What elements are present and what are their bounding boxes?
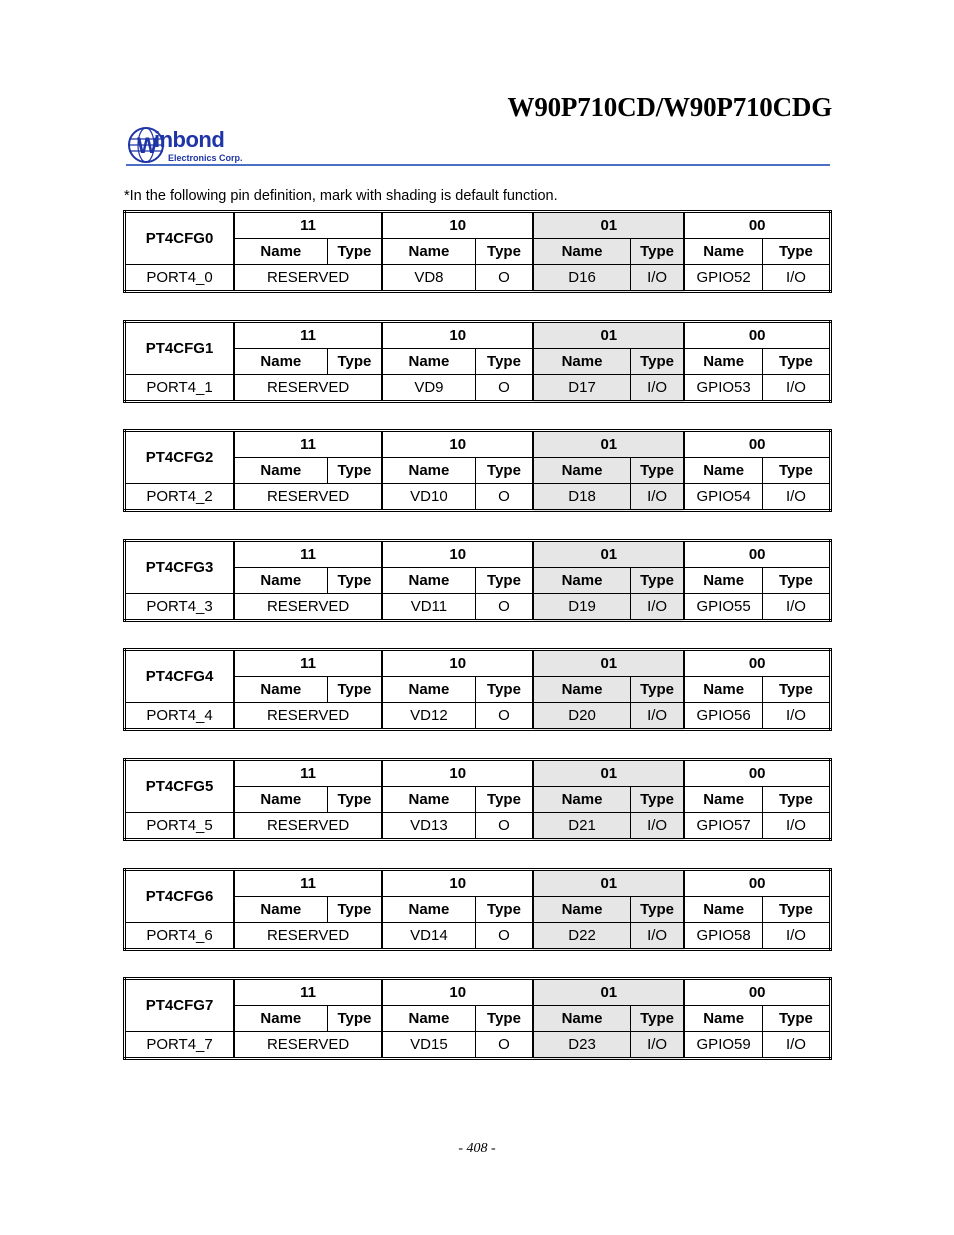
type-column-header: Type bbox=[475, 677, 533, 703]
winbond-logo bbox=[127, 126, 267, 166]
function-name-cell: GPIO56 bbox=[684, 703, 762, 730]
bit-value-header: 01 bbox=[533, 650, 684, 677]
function-name-cell: D19 bbox=[533, 594, 630, 621]
name-column-header: Name bbox=[684, 568, 762, 594]
type-column-header: Type bbox=[327, 897, 382, 923]
function-name-cell: D18 bbox=[533, 484, 630, 511]
function-name-cell: VD12 bbox=[382, 703, 475, 730]
pin-config-table bbox=[123, 210, 832, 293]
function-type-cell: I/O bbox=[762, 375, 830, 402]
logo-wordmark: inbond bbox=[154, 127, 225, 152]
bit-value-header: 10 bbox=[382, 650, 533, 677]
type-column-header: Type bbox=[327, 787, 382, 813]
bit-value-header: 00 bbox=[684, 541, 830, 568]
type-column-header: Type bbox=[475, 458, 533, 484]
type-column-header: Type bbox=[475, 239, 533, 265]
pin-config-table bbox=[123, 539, 832, 622]
function-name-cell: GPIO54 bbox=[684, 484, 762, 511]
name-column-header: Name bbox=[382, 349, 475, 375]
bit-value-header: 11 bbox=[234, 979, 382, 1006]
port-name: PORT4_6 bbox=[125, 923, 235, 950]
name-column-header: Name bbox=[382, 897, 475, 923]
type-column-header: Type bbox=[327, 568, 382, 594]
function-name-cell: GPIO58 bbox=[684, 923, 762, 950]
logo-subtitle: Electronics Corp. bbox=[168, 153, 243, 163]
bit-value-header: 01 bbox=[533, 870, 684, 897]
register-name: PT4CFG6 bbox=[125, 870, 235, 923]
shading-note: *In the following pin definition, mark with shading is default function. bbox=[124, 188, 558, 204]
register-name: PT4CFG2 bbox=[125, 431, 235, 484]
pin-config-table bbox=[123, 320, 832, 403]
type-column-header: Type bbox=[762, 787, 830, 813]
bit-value-header: 10 bbox=[382, 870, 533, 897]
bit-value-header: 00 bbox=[684, 979, 830, 1006]
pin-config-table bbox=[123, 868, 832, 951]
function-name-cell: GPIO52 bbox=[684, 265, 762, 292]
name-column-header: Name bbox=[684, 677, 762, 703]
pin-config-table bbox=[123, 648, 832, 731]
register-name: PT4CFG0 bbox=[125, 212, 235, 265]
type-column-header: Type bbox=[762, 1006, 830, 1032]
function-type-cell: O bbox=[475, 923, 533, 950]
bit-value-header: 01 bbox=[533, 431, 684, 458]
bit-value-header: 00 bbox=[684, 322, 830, 349]
function-type-cell: I/O bbox=[762, 703, 830, 730]
port-name: PORT4_7 bbox=[125, 1032, 235, 1059]
name-column-header: Name bbox=[684, 349, 762, 375]
type-column-header: Type bbox=[630, 458, 684, 484]
function-name-cell: VD8 bbox=[382, 265, 475, 292]
function-type-cell: I/O bbox=[630, 594, 684, 621]
bit-value-header: 10 bbox=[382, 212, 533, 239]
type-column-header: Type bbox=[327, 458, 382, 484]
function-name-cell: GPIO55 bbox=[684, 594, 762, 621]
register-name: PT4CFG1 bbox=[125, 322, 235, 375]
function-name-cell: GPIO59 bbox=[684, 1032, 762, 1059]
function-name-cell: RESERVED bbox=[234, 813, 382, 840]
function-type-cell: I/O bbox=[762, 1032, 830, 1059]
type-column-header: Type bbox=[630, 677, 684, 703]
name-column-header: Name bbox=[234, 677, 327, 703]
name-column-header: Name bbox=[533, 349, 630, 375]
bit-value-header: 00 bbox=[684, 431, 830, 458]
bit-value-header: 00 bbox=[684, 870, 830, 897]
name-column-header: Name bbox=[684, 239, 762, 265]
name-column-header: Name bbox=[382, 1006, 475, 1032]
port-name: PORT4_1 bbox=[125, 375, 235, 402]
function-type-cell: I/O bbox=[630, 484, 684, 511]
bit-value-header: 11 bbox=[234, 760, 382, 787]
function-name-cell: VD14 bbox=[382, 923, 475, 950]
bit-value-header: 00 bbox=[684, 760, 830, 787]
type-column-header: Type bbox=[475, 1006, 533, 1032]
function-name-cell: VD9 bbox=[382, 375, 475, 402]
bit-value-header: 11 bbox=[234, 650, 382, 677]
type-column-header: Type bbox=[630, 568, 684, 594]
port-name: PORT4_3 bbox=[125, 594, 235, 621]
function-name-cell: VD15 bbox=[382, 1032, 475, 1059]
name-column-header: Name bbox=[382, 458, 475, 484]
header-rule bbox=[126, 164, 830, 166]
function-type-cell: I/O bbox=[762, 265, 830, 292]
name-column-header: Name bbox=[533, 677, 630, 703]
bit-value-header: 01 bbox=[533, 541, 684, 568]
port-name: PORT4_2 bbox=[125, 484, 235, 511]
type-column-header: Type bbox=[630, 897, 684, 923]
function-type-cell: O bbox=[475, 703, 533, 730]
function-name-cell: RESERVED bbox=[234, 265, 382, 292]
type-column-header: Type bbox=[762, 239, 830, 265]
register-name: PT4CFG3 bbox=[125, 541, 235, 594]
function-type-cell: I/O bbox=[630, 703, 684, 730]
type-column-header: Type bbox=[762, 897, 830, 923]
bit-value-header: 10 bbox=[382, 979, 533, 1006]
type-column-header: Type bbox=[630, 787, 684, 813]
name-column-header: Name bbox=[234, 349, 327, 375]
type-column-header: Type bbox=[327, 1006, 382, 1032]
function-type-cell: O bbox=[475, 1032, 533, 1059]
name-column-header: Name bbox=[684, 897, 762, 923]
function-name-cell: D21 bbox=[533, 813, 630, 840]
name-column-header: Name bbox=[234, 239, 327, 265]
type-column-header: Type bbox=[475, 349, 533, 375]
pin-config-table bbox=[123, 429, 832, 512]
svg-text:W: W bbox=[137, 133, 158, 158]
pin-config-table bbox=[123, 758, 832, 841]
function-type-cell: I/O bbox=[630, 1032, 684, 1059]
name-column-header: Name bbox=[684, 787, 762, 813]
name-column-header: Name bbox=[382, 568, 475, 594]
bit-value-header: 11 bbox=[234, 870, 382, 897]
type-column-header: Type bbox=[475, 568, 533, 594]
function-type-cell: O bbox=[475, 375, 533, 402]
name-column-header: Name bbox=[234, 568, 327, 594]
bit-value-header: 11 bbox=[234, 541, 382, 568]
type-column-header: Type bbox=[762, 568, 830, 594]
function-type-cell: I/O bbox=[762, 594, 830, 621]
register-name: PT4CFG7 bbox=[125, 979, 235, 1032]
bit-value-header: 10 bbox=[382, 541, 533, 568]
name-column-header: Name bbox=[533, 239, 630, 265]
bit-value-header: 01 bbox=[533, 322, 684, 349]
function-name-cell: D20 bbox=[533, 703, 630, 730]
name-column-header: Name bbox=[234, 787, 327, 813]
bit-value-header: 11 bbox=[234, 212, 382, 239]
type-column-header: Type bbox=[630, 239, 684, 265]
name-column-header: Name bbox=[533, 568, 630, 594]
port-name: PORT4_5 bbox=[125, 813, 235, 840]
bit-value-header: 10 bbox=[382, 431, 533, 458]
register-name: PT4CFG5 bbox=[125, 760, 235, 813]
function-name-cell: RESERVED bbox=[234, 703, 382, 730]
function-type-cell: I/O bbox=[630, 375, 684, 402]
function-type-cell: O bbox=[475, 265, 533, 292]
function-type-cell: O bbox=[475, 594, 533, 621]
function-name-cell: D17 bbox=[533, 375, 630, 402]
function-name-cell: RESERVED bbox=[234, 375, 382, 402]
type-column-header: Type bbox=[475, 787, 533, 813]
function-name-cell: D22 bbox=[533, 923, 630, 950]
name-column-header: Name bbox=[533, 897, 630, 923]
name-column-header: Name bbox=[382, 239, 475, 265]
bit-value-header: 11 bbox=[234, 322, 382, 349]
name-column-header: Name bbox=[234, 458, 327, 484]
name-column-header: Name bbox=[234, 1006, 327, 1032]
function-type-cell: I/O bbox=[630, 265, 684, 292]
function-name-cell: GPIO57 bbox=[684, 813, 762, 840]
name-column-header: Name bbox=[382, 677, 475, 703]
port-name: PORT4_0 bbox=[125, 265, 235, 292]
function-name-cell: RESERVED bbox=[234, 484, 382, 511]
name-column-header: Name bbox=[684, 458, 762, 484]
name-column-header: Name bbox=[533, 787, 630, 813]
bit-value-header: 01 bbox=[533, 979, 684, 1006]
function-type-cell: I/O bbox=[630, 923, 684, 950]
function-name-cell: RESERVED bbox=[234, 923, 382, 950]
type-column-header: Type bbox=[762, 677, 830, 703]
pin-config-table bbox=[123, 977, 832, 1060]
function-name-cell: VD13 bbox=[382, 813, 475, 840]
type-column-header: Type bbox=[630, 1006, 684, 1032]
type-column-header: Type bbox=[630, 349, 684, 375]
type-column-header: Type bbox=[475, 897, 533, 923]
type-column-header: Type bbox=[327, 677, 382, 703]
bit-value-header: 01 bbox=[533, 760, 684, 787]
register-name: PT4CFG4 bbox=[125, 650, 235, 703]
function-name-cell: RESERVED bbox=[234, 594, 382, 621]
bit-value-header: 10 bbox=[382, 760, 533, 787]
function-name-cell: VD10 bbox=[382, 484, 475, 511]
name-column-header: Name bbox=[382, 787, 475, 813]
type-column-header: Type bbox=[762, 349, 830, 375]
port-name: PORT4_4 bbox=[125, 703, 235, 730]
page-number: - 408 - bbox=[458, 1141, 496, 1156]
type-column-header: Type bbox=[762, 458, 830, 484]
bit-value-header: 10 bbox=[382, 322, 533, 349]
function-type-cell: I/O bbox=[762, 484, 830, 511]
function-type-cell: I/O bbox=[630, 813, 684, 840]
bit-value-header: 00 bbox=[684, 212, 830, 239]
name-column-header: Name bbox=[533, 458, 630, 484]
bit-value-header: 00 bbox=[684, 650, 830, 677]
function-type-cell: I/O bbox=[762, 923, 830, 950]
function-name-cell: D16 bbox=[533, 265, 630, 292]
function-name-cell: GPIO53 bbox=[684, 375, 762, 402]
document-title: W90P710CD/W90P710CDG bbox=[507, 92, 832, 122]
function-type-cell: O bbox=[475, 813, 533, 840]
function-name-cell: VD11 bbox=[382, 594, 475, 621]
function-name-cell: RESERVED bbox=[234, 1032, 382, 1059]
bit-value-header: 11 bbox=[234, 431, 382, 458]
type-column-header: Type bbox=[327, 239, 382, 265]
type-column-header: Type bbox=[327, 349, 382, 375]
function-type-cell: O bbox=[475, 484, 533, 511]
function-name-cell: D23 bbox=[533, 1032, 630, 1059]
name-column-header: Name bbox=[234, 897, 327, 923]
name-column-header: Name bbox=[533, 1006, 630, 1032]
name-column-header: Name bbox=[684, 1006, 762, 1032]
function-type-cell: I/O bbox=[762, 813, 830, 840]
bit-value-header: 01 bbox=[533, 212, 684, 239]
